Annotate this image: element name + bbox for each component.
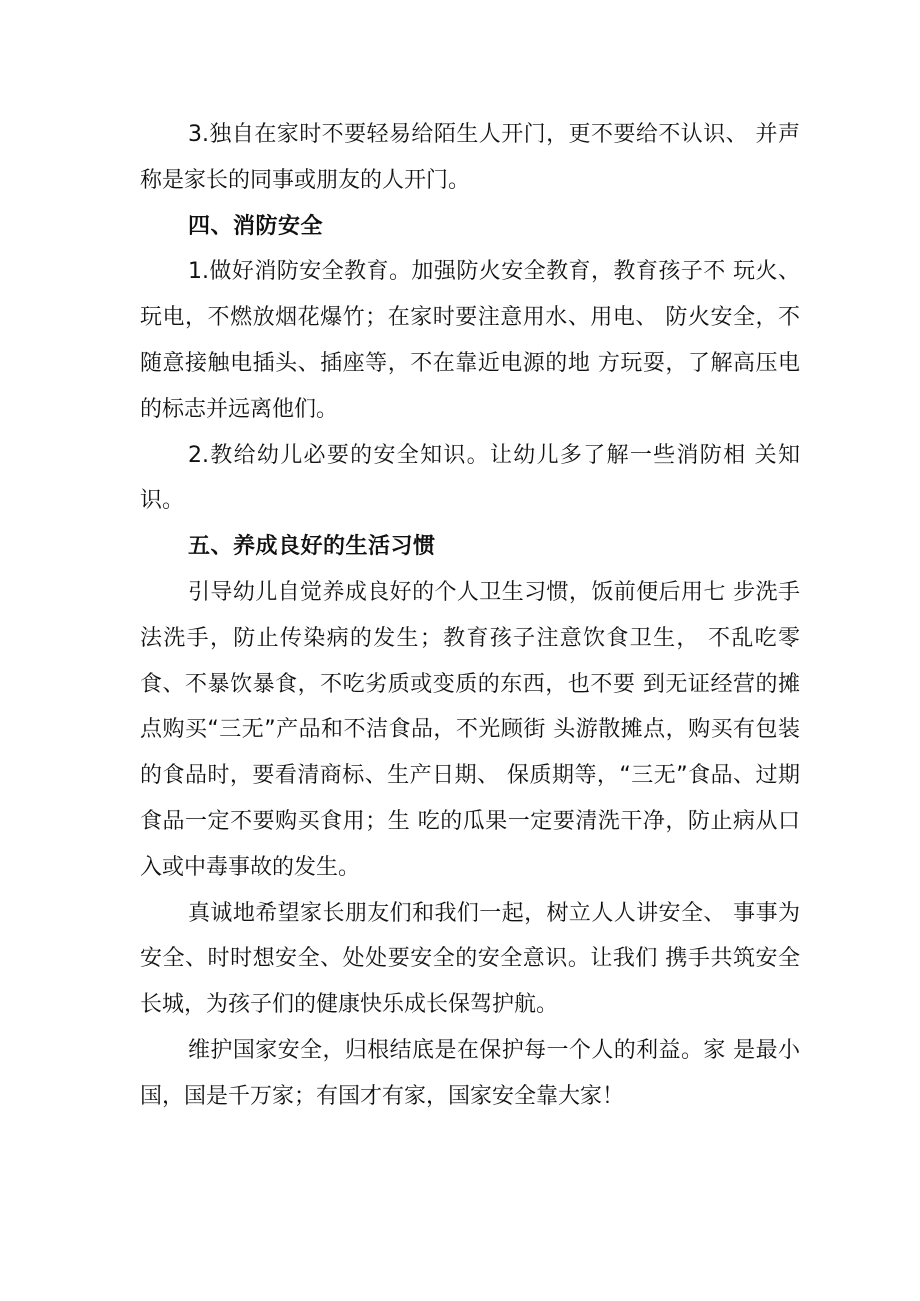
paragraph-fire-education: 1.做好消防安全教育。加强防火安全教育，教育孩子不 玩火、玩电，不燃放烟花爆竹；在家时要注意用水、用电、 防火安全，不随意接触电插头、插座等，不在靠近电源的地 方玩耍，了解高压电的标志并远离他们。 [140,259,800,422]
section-heading-habits: 五、养成良好的生活习惯 [188,534,436,560]
paragraph-stranger-safety: 3.独自在家时不要轻易给陌生人开门，更不要给不认识、 并声称是家长的同事或朋友的人开门。 [140,122,800,193]
section-heading-fire-safety: 四、消防安全 [188,213,324,239]
document-body [140,112,800,1120]
paragraph-hygiene-habits: 引导幼儿自觉养成良好的个人卫生习惯，饭前便后用七 步洗手法洗手，防止传染病的发生；教育孩子注意饮食卫生， 不乱吃零食、不暴饮暴食，不吃劣质或变质的东西，也不要 到无证经营的摊点购买“三无”产品和不洁食品，不光顾街 头游散摊点，购买有包装的食品时，要看清商标、生产日期、 保质期等，“三无”食品、过期食品一定不要购买食用；生 吃的瓜果一定要清洗干净，防止病从口入或中毒事故的发生。 [140,579,800,880]
paragraph-appeal-to-parents: 真诚地希望家长朋友们和我们一起，树立人人讲安全、 事事为安全、时时想安全、处处要安全的安全意识。让我们 携手共筑安全长城，为孩子们的健康快乐成长保驾护航。 [140,900,800,1018]
paragraph-fire-knowledge: 2.教给幼儿必要的安全知识。让幼儿多了解一些消防相 关知识。 [140,442,800,514]
paragraph-national-security: 维护国家安全，归根结底是在保护每一个人的利益。家 是最小国，国是千万家；有国才有家，国家安全靠大家！ [140,1037,800,1109]
